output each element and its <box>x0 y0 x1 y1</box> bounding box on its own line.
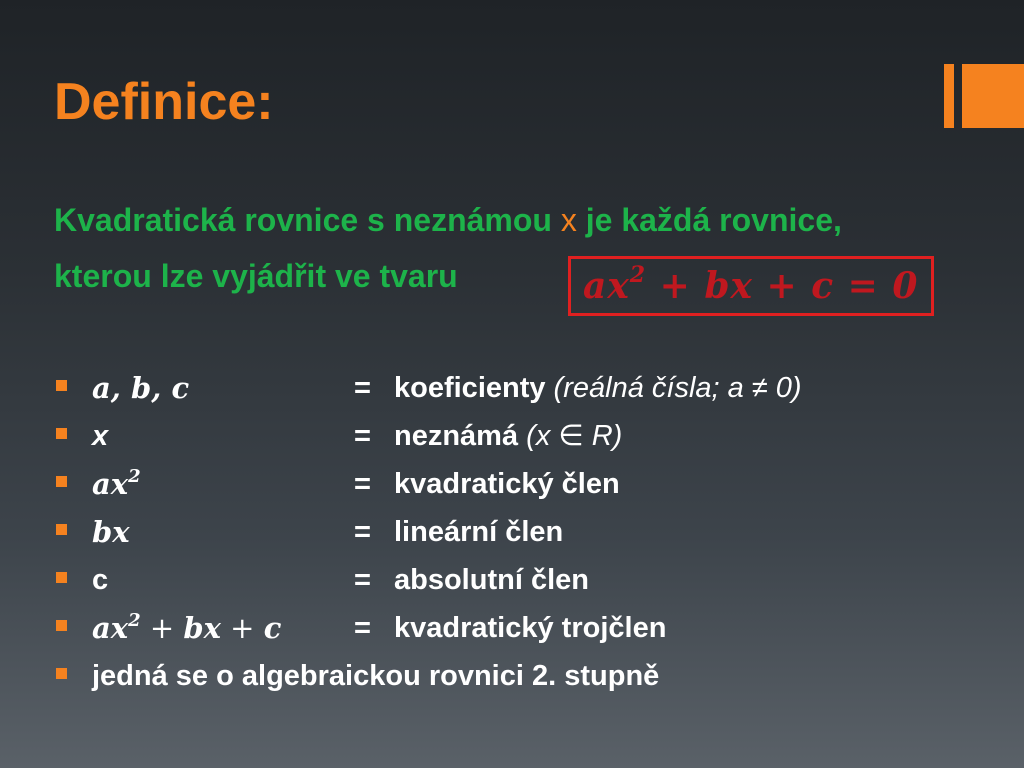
list-item-description <box>394 412 622 460</box>
formula-plus-2: + <box>752 265 812 307</box>
list-item-description-text: neznámá <box>394 420 519 452</box>
term-base: ax <box>92 611 129 645</box>
formula-c: c <box>811 265 835 307</box>
list-item-term: x <box>92 420 109 452</box>
list-item-description: kvadratický člen <box>394 468 620 500</box>
list-item-quadratic-term <box>54 460 1014 508</box>
term-exponent: 2 <box>128 466 141 487</box>
formula-zero: 0 <box>892 265 919 307</box>
definition-line-2: kterou lze vyjádřit ve tvaru <box>54 258 458 294</box>
list-item-description: absolutní člen <box>394 564 589 596</box>
decorative-bar-wide <box>962 64 1024 128</box>
slide-title: Definice: <box>54 73 274 131</box>
formula-x: x <box>607 265 630 307</box>
list-item-description <box>394 364 802 412</box>
formula-equals: = <box>834 265 893 307</box>
bullet-square-icon <box>56 524 67 535</box>
list-item-trinomial <box>54 604 1014 652</box>
term-base: ax <box>92 467 129 501</box>
bullet-square-icon <box>56 668 67 679</box>
formula-bx: bx <box>704 265 753 307</box>
list-item-coefficients <box>54 364 1014 412</box>
definition-line-1-end: je každá rovnice, <box>576 202 842 238</box>
formula-a: a <box>583 265 608 307</box>
list-item-term <box>92 460 141 508</box>
list-item-description: kvadratický trojčlen <box>394 612 667 644</box>
list-item-term: a, b, c <box>92 371 190 405</box>
list-item-equals: = <box>354 468 371 500</box>
decorative-bars <box>944 64 1024 128</box>
list-item-term: bx <box>92 515 130 549</box>
term-bx: bx <box>183 611 221 645</box>
list-item-description-text: koeficienty <box>394 372 546 404</box>
formula-box <box>568 256 934 316</box>
list-item-equals: = <box>354 420 371 452</box>
quadratic-formula <box>583 262 919 307</box>
unknown-variable: x <box>560 202 577 238</box>
formula-plus-1: + <box>646 265 705 307</box>
bullet-square-icon <box>56 428 67 439</box>
list-item-linear-term <box>54 508 1014 556</box>
list-item-description: lineární člen <box>394 516 564 548</box>
definition-line-1-start: Kvadratická rovnice s neznámou <box>54 202 561 238</box>
list-item-note: (x ∈ R) <box>518 420 623 452</box>
list-item-term <box>92 604 281 652</box>
list-item-absolute-term <box>54 556 1014 604</box>
term-plus-1: + <box>140 611 184 645</box>
list-item-term: c <box>92 564 109 596</box>
formula-exponent: 2 <box>629 262 647 288</box>
list-item-equals: = <box>354 564 371 596</box>
bullet-square-icon <box>56 380 67 391</box>
list-item-equals: = <box>354 372 371 404</box>
list-item-equals: = <box>354 516 371 548</box>
list-item-note: (reálná čísla; a ≠ 0) <box>545 372 802 404</box>
term-plus-2: + <box>220 611 264 645</box>
bullet-square-icon <box>56 620 67 631</box>
decorative-bar-thin <box>944 64 954 128</box>
bullet-square-icon <box>56 476 67 487</box>
term-c: c <box>263 611 282 645</box>
list-item-degree <box>54 652 1014 700</box>
term-exponent: 2 <box>128 610 141 631</box>
definition-line-1 <box>54 204 1014 248</box>
definition-list <box>54 364 1014 700</box>
list-item-equals: = <box>354 612 371 644</box>
bullet-square-icon <box>56 572 67 583</box>
list-item-unknown <box>54 412 1014 460</box>
list-item-text: jedná se o algebraickou rovnici 2. stupně <box>92 660 660 692</box>
